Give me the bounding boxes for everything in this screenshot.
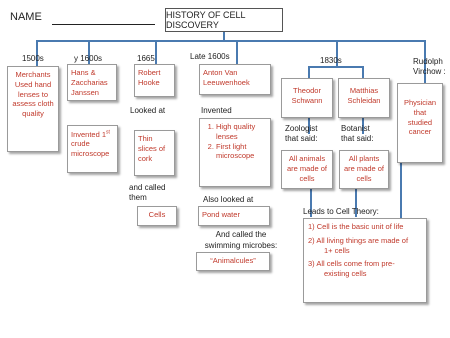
label-botanist: Botanist that said: [341, 124, 374, 144]
janssen-invented-text: Invented 1st crude microscope [71, 129, 110, 158]
connector-virchow-theory [400, 163, 402, 218]
box-janssen-invented [67, 125, 118, 173]
name-underline[interactable] [52, 24, 155, 25]
label-leads-to-cell-theory: Leads to Cell Theory: [303, 207, 379, 216]
box-animalcules [196, 252, 270, 271]
theory-line-5: existing cells [324, 269, 367, 278]
invented-item: 2. First light microscope [216, 142, 267, 162]
label-swimming-microbes: And called the swimming microbes: [204, 230, 278, 250]
box-invented-list [199, 118, 271, 187]
leeuwenhoek-text: Anton Van Leeuwenhoek [203, 68, 250, 87]
box-pond-water [198, 206, 270, 226]
merchants-text: Merchants Used hand lenses to assess cloth quality [12, 70, 54, 118]
diagram-title-text: HISTORY OF CELL DISCOVERY [166, 10, 246, 30]
label-invented: Invented [201, 106, 232, 115]
box-cell-theory [303, 218, 427, 303]
schwann-text: Theodor Schwann [291, 86, 323, 105]
all-plants-text: All plants are made of cells [343, 154, 385, 183]
all-animals-text: All animals are made of cells [286, 154, 328, 183]
box-hooke [134, 64, 175, 97]
cells-text: Cells [148, 210, 166, 219]
label-zoologist: Zoologist that said: [285, 124, 318, 144]
pond-water-text: Pond water [202, 210, 240, 219]
box-virchow [397, 83, 443, 163]
invented-item: 1. High quality lenses [216, 122, 267, 142]
era-1600s: y 1600s [74, 54, 103, 63]
box-leeuwenhoek [199, 64, 271, 95]
label-also-looked-at: Also looked at [203, 195, 254, 204]
janssen-text: Hans & Zaccharias Janssen [71, 68, 108, 97]
connector-late1600s [236, 40, 238, 64]
era-late-1600s: Late 1600s [190, 52, 230, 61]
box-janssen [67, 64, 117, 101]
connector-1665 [155, 40, 157, 64]
era-1830s: 1830s [320, 56, 342, 65]
connector-1830s-bar [308, 66, 364, 68]
label-and-called-them: and called them [129, 183, 166, 203]
invented-list [203, 122, 267, 161]
name-label: NAME [10, 11, 42, 23]
schleiden-text: Matthias Schleidan [347, 86, 381, 105]
theory-line-3: 1+ cells [324, 245, 350, 255]
diagram-title [165, 8, 283, 32]
box-cells [137, 206, 177, 226]
era-1665: 1665 [137, 54, 155, 63]
box-all-plants [339, 150, 389, 189]
virchow-text: Physician that studied cancer [403, 98, 437, 137]
era-rudolph-virchow: Rudolph Virchow : [413, 57, 446, 77]
box-schwann [281, 78, 333, 118]
box-thin-slices [134, 130, 175, 176]
box-all-animals [281, 150, 333, 189]
animalcules-text: “Animalcules” [210, 256, 256, 265]
theory-line-1: 1) Cell is the basic unit of life [308, 222, 404, 231]
box-schleiden [338, 78, 390, 118]
thin-slices-text: Thin slices of cork [138, 134, 166, 163]
timeline-bar [36, 40, 426, 42]
theory-line-2: 2) All living things are made of [308, 235, 409, 245]
theory-line-4: 3) All cells come from pre- [308, 259, 395, 269]
connector-schleiden [362, 66, 364, 78]
label-looked-at: Looked at [130, 106, 166, 115]
hooke-text: Robert Hooke [138, 68, 161, 87]
era-1500s: 1500s [22, 54, 44, 63]
box-merchants [7, 66, 59, 152]
connector-schwann [308, 66, 310, 78]
